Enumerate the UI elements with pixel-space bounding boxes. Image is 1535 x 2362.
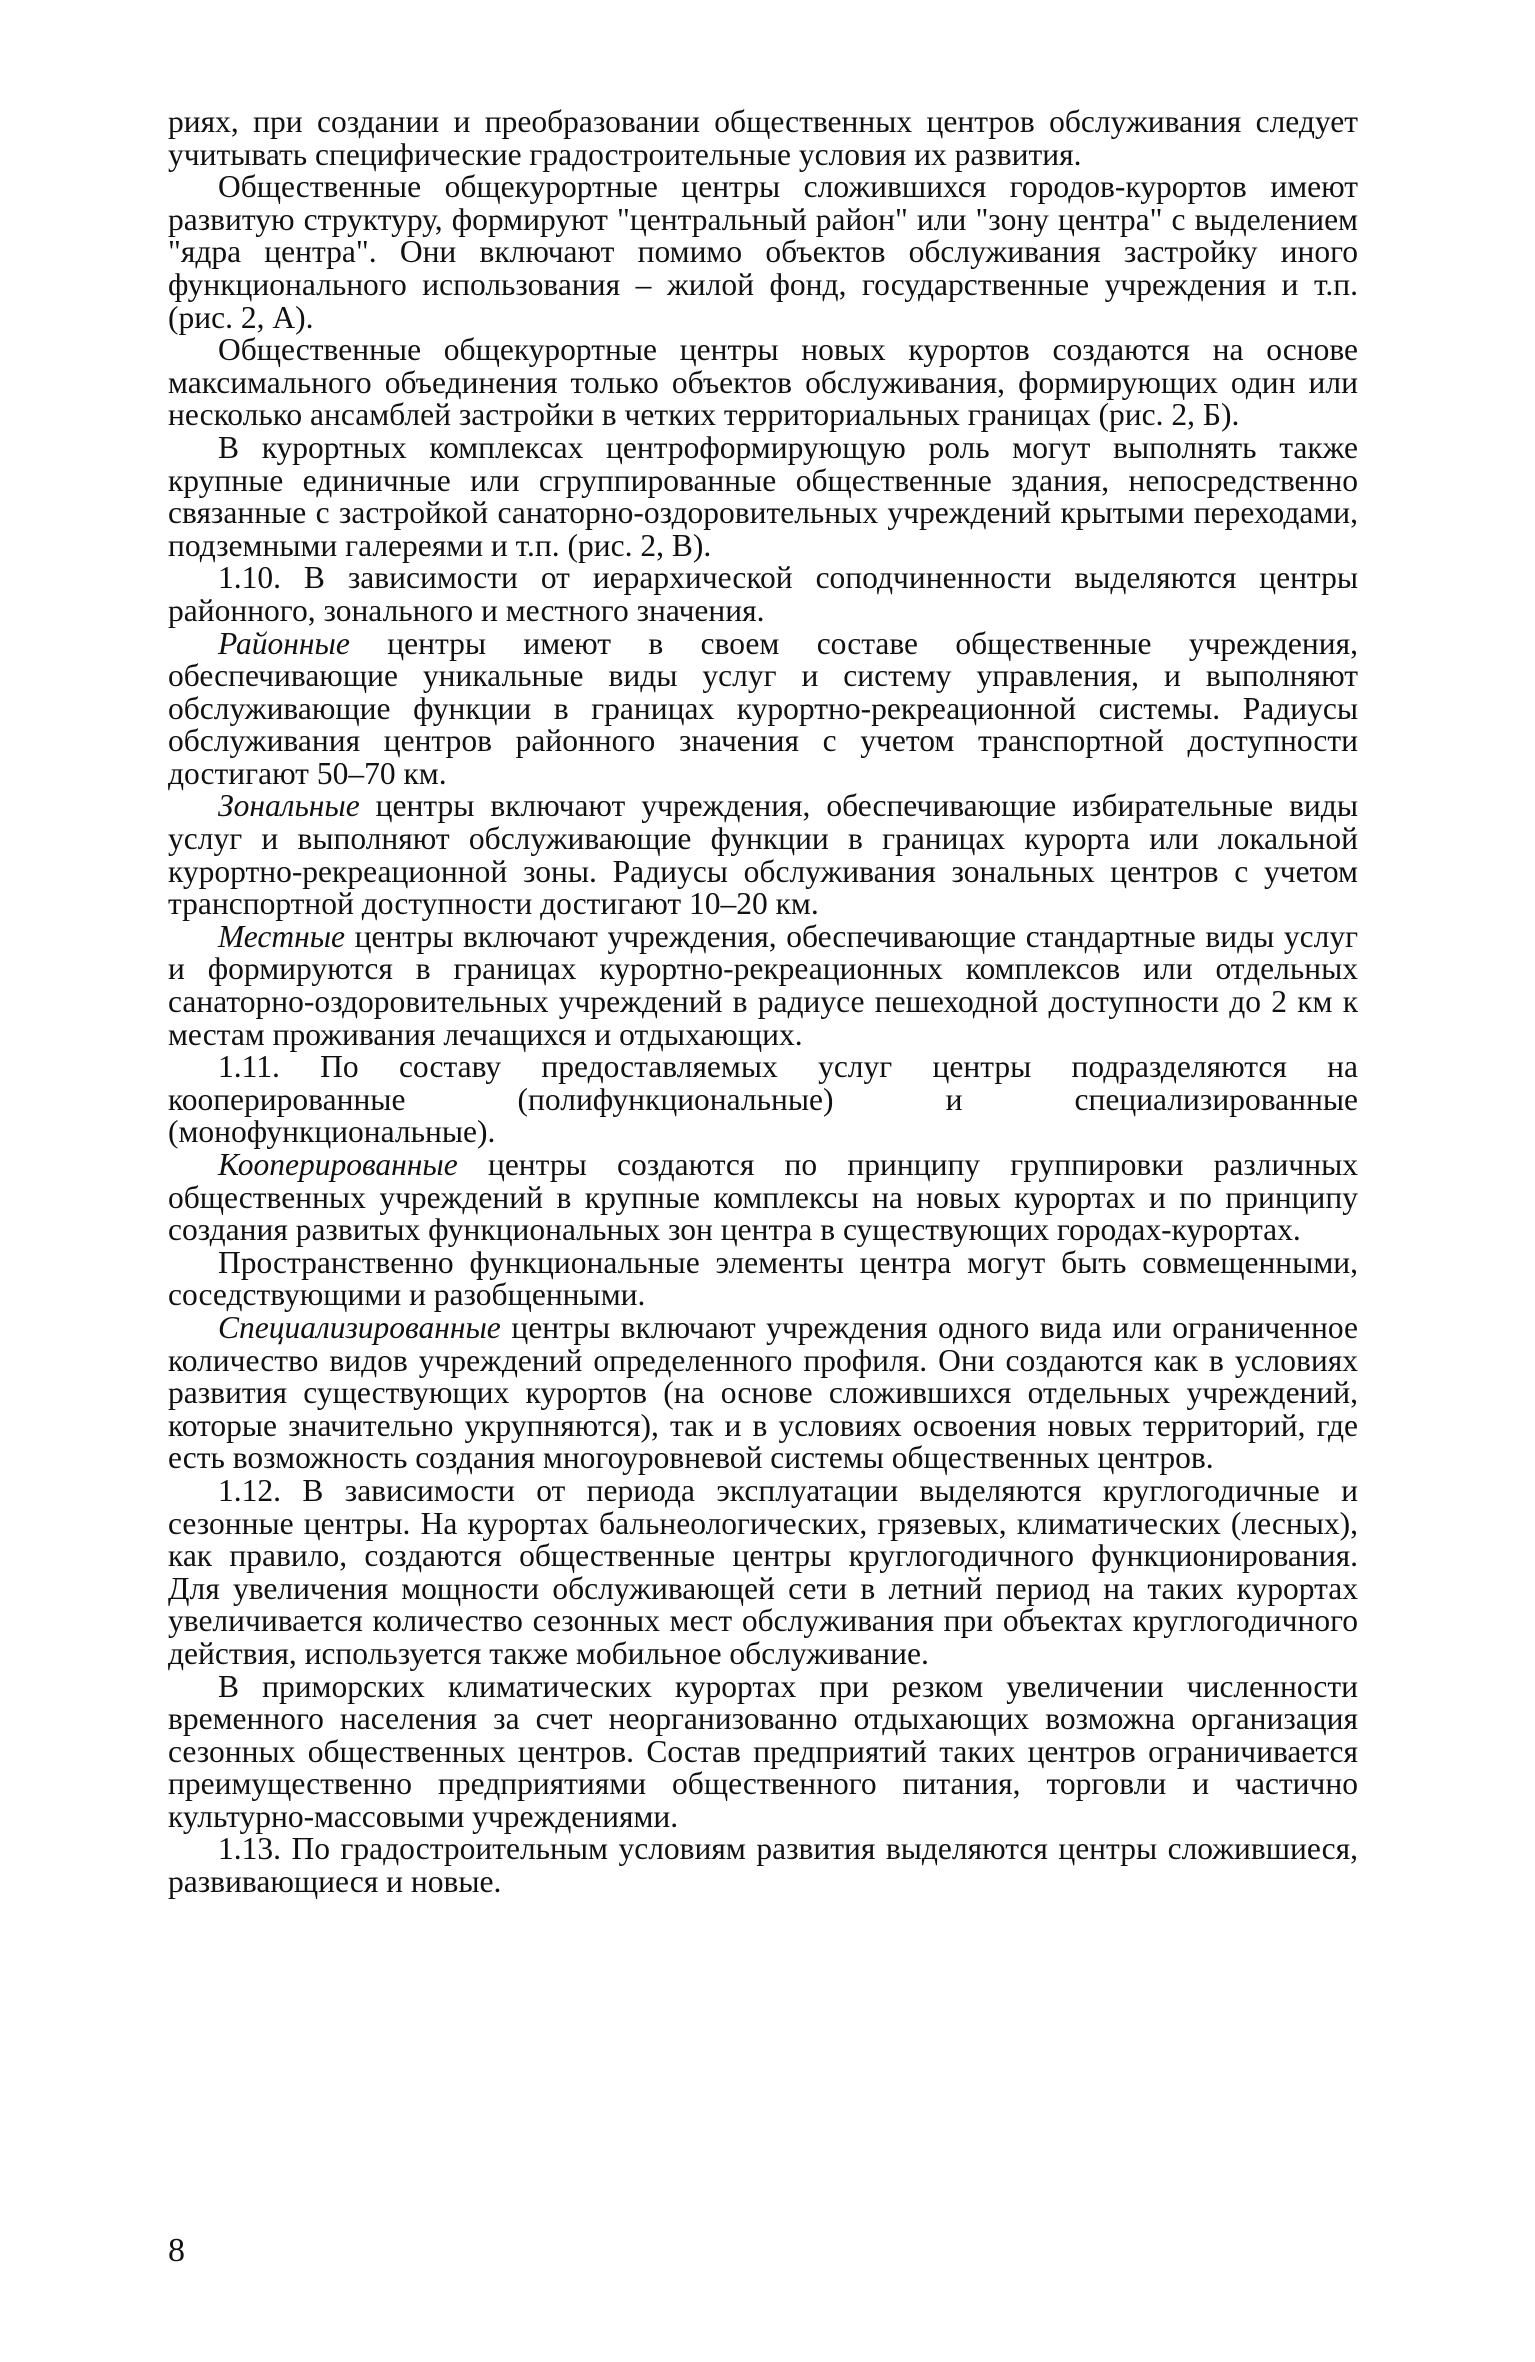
paragraph-text: центры имеют в своем составе общественные учреждения, обеспечивающие уникальные виды услуг и систему управления, и выполняют обслуживающие функции в границах курортно-рекреационной системы. Радиусы обслуживания центров районного значения с учетом транспортной доступности достигают 50–70 км. bbox=[168, 625, 1358, 791]
paragraph-text: Пространственно функциональные элементы центра могут быть совмещенными, соседствующими и разобщенными. bbox=[168, 1244, 1358, 1313]
paragraph bbox=[168, 918, 1358, 1052]
paragraph-text: 1.11. По составу предоставляемых услуг центры подразделяются на кооперированные (полифункциональные) и специализированные (монофункциональные). bbox=[168, 1049, 1358, 1150]
paragraph bbox=[168, 1309, 1358, 1476]
paragraph bbox=[168, 171, 1358, 334]
paragraph bbox=[168, 429, 1358, 563]
paragraph-text: В приморских климатических курортах при резком увеличении численности временного населения за счет неорганизованно отдыхающих возможна организация сезонных общественных центров. Состав предприятий таких центров ограничивается преимущественно предприятиями общественного питания, торговли и частично культурно-массовыми учреждениями. bbox=[168, 1668, 1358, 1834]
term-kooperirovannye: Кооперированные bbox=[218, 1147, 458, 1182]
term-zonalnye: Зональные bbox=[218, 788, 360, 824]
paragraph-text: центры включают учреждения, обеспечивающие избирательные виды услуг и выполняют обслуживающие функции в границах курорта или локальной курортно-рекреационной зоны. Радиусы обслуживания зональных центров с учетом транспортной доступности достигают 10–20 км. bbox=[168, 788, 1358, 922]
paragraph-text: центры включают учреждения одного вида или ограниченное количество видов учреждений определенного профиля. Они создаются как в условиях развития существующих курортов (на основе сложившихся отдельных учреждений, которые значительно укрупняются), так и в условиях освоения новых территорий, где есть возможность создания многоуровневой системы общественных центров. bbox=[168, 1309, 1358, 1476]
term-specializirovannye: Специализированные bbox=[218, 1309, 501, 1345]
body-text bbox=[168, 106, 1358, 1899]
paragraph bbox=[168, 1149, 1358, 1247]
paragraph-text: центры включают учреждения, обеспечивающие стандартные виды услуг и формируются в границах курортно-рекреационных комплексов или отдельных санаторно-оздоровительных учреждений в радиусе пешеходной доступности до 2 км к местам проживания лечащихся и отдыхающих. bbox=[168, 918, 1358, 1052]
term-rayonnye: Районные bbox=[218, 625, 350, 661]
paragraph-text: Общественные общекурортные центры сложившихся городов-курортов имеют развитую структуру, формируют "центральный район" или "зону центра" с выделением "ядра центра". Они включают помимо объектов обслуживания застройку иного функционального использования – жилой фонд, государственные учреждения и т.п. (рис. 2, А). bbox=[168, 169, 1358, 335]
paragraph bbox=[168, 334, 1358, 432]
paragraph-text: 1.13. По градостроительным условиям развития выделяются центры сложившиеся, развивающиеся и новые. bbox=[168, 1831, 1358, 1900]
page-number: 8 bbox=[168, 2232, 185, 2269]
paragraph bbox=[168, 1833, 1358, 1898]
paragraph bbox=[168, 1244, 1358, 1313]
paragraph bbox=[168, 562, 1358, 627]
paragraph bbox=[168, 1051, 1358, 1149]
paragraph-text: 1.12. В зависимости от периода эксплуатации выделяются круглогодичные и сезонные центры. На курортах бальнеологических, грязевых, климатических (лесных), как правило, создаются общественные центры круглогодичного функционирования. Для увеличения мощности обслуживающей сети в летний период на таких курортах увеличивается количество сезонных мест обслуживания при объектах круглогодичного действия, используется также мобильное обслуживание. bbox=[168, 1472, 1358, 1671]
paragraph-text: центры создаются по принципу группировки различных общественных учреждений в крупные комплексы на новых курортах и по принципу создания развитых функциональных зон центра в существующих городах-курортах. bbox=[168, 1147, 1358, 1248]
paragraph-text: 1.10. В зависимости от иерархической соподчиненности выделяются центры районного, зонального и местного значения. bbox=[168, 560, 1358, 628]
paragraph bbox=[168, 790, 1358, 920]
paragraph-text: риях, при создании и преобразовании общественных центров обслуживания следует учитывать специфические градостроительные условия их развития. bbox=[168, 104, 1358, 172]
paragraph bbox=[168, 106, 1358, 171]
paragraph bbox=[168, 625, 1358, 791]
paragraph bbox=[168, 1668, 1358, 1834]
term-mestnye: Местные bbox=[218, 918, 346, 954]
paragraph-text: Общественные общекурортные центры новых курортов создаются на основе максимального объединения только объектов обслуживания, формирующих один или несколько ансамблей застройки в четких территориальных границах (рис. 2, Б). bbox=[168, 332, 1358, 433]
paragraph-text: В курортных комплексах центроформирующую роль могут выполнять также крупные единичные или сгруппированные общественные здания, непосредственно связанные с застройкой санаторно-оздоровительных учреждений крытыми переходами, подземными галереями и т.п. (рис. 2, В). bbox=[168, 429, 1358, 563]
paragraph bbox=[168, 1472, 1358, 1671]
